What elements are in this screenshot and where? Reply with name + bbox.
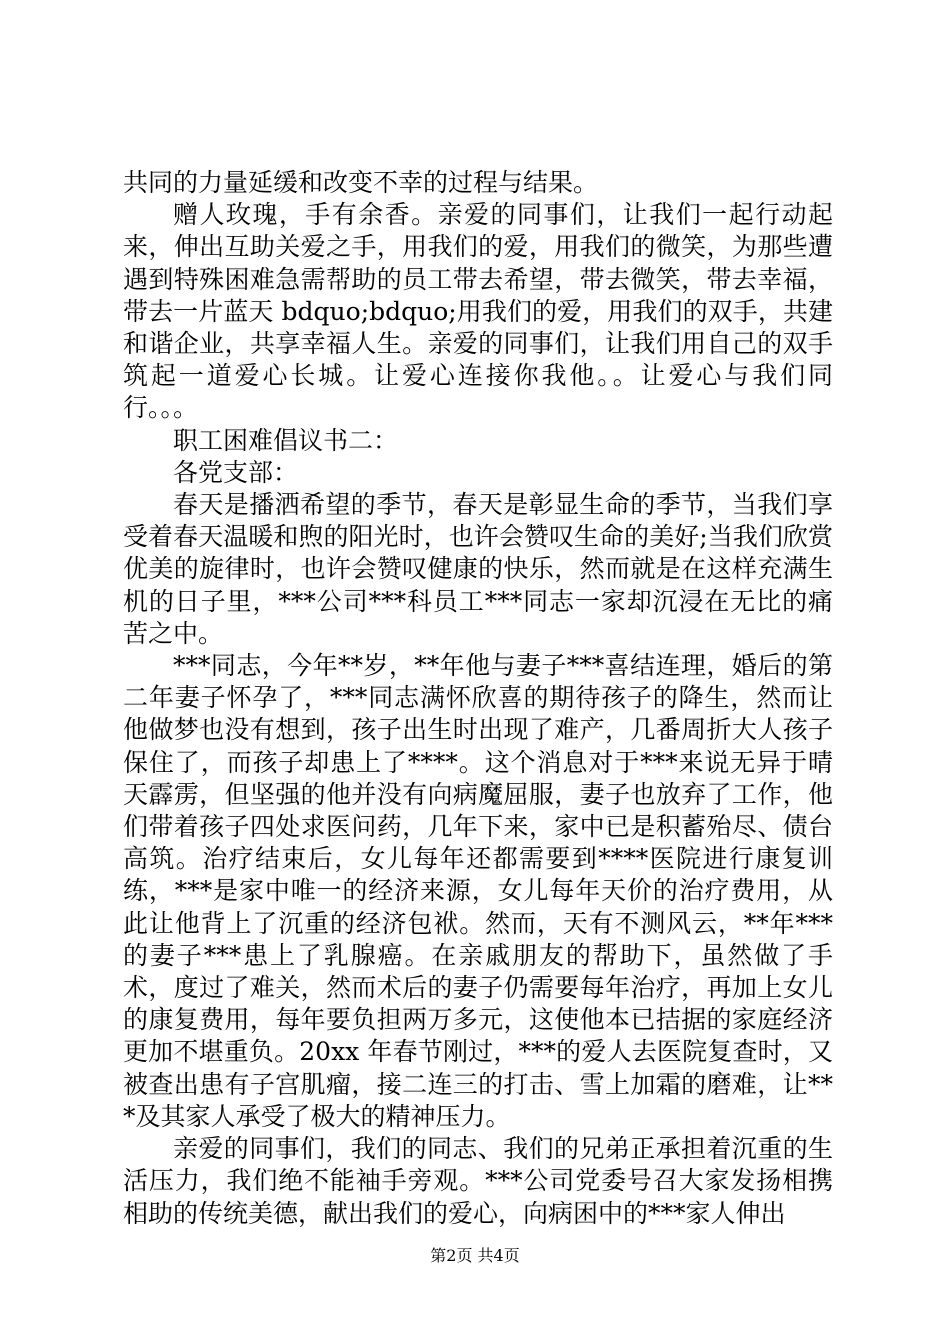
- document-body: [123, 167, 833, 1230]
- paragraph-6: ***同志，今年**岁，**年他与妻子***喜结连理，婚后的第二年妻子怀孕了，***同志满怀欣喜的期待孩子的降生，然而让他做梦也没有想到，孩子出生时出现了难产，几番周折大人孩子保住了，而孩子却患上了****。这个消息对于***来说无异于晴天霹雳，但坚强的他并没有向病魔屈服，妻子也放弃了工作，他们带着孩子四处求医问药，几年下来，家中已是积蓄殆尽、债台高筑。治疗结束后，女儿每年还都需要到****医院进行康复训练，***是家中唯一的经济来源，女儿每年天价的治疗费用，从此让他背上了沉重的经济包袱。然而，天有不测风云，**年***的妻子***患上了乳腺癌。在亲戚朋友的帮助下，虽然做了手术，度过了难关，然而术后的妻子仍需要每年治疗，再加上女儿的康复费用，每年要负担两万多元，这使他本已拮据的家庭经济更加不堪重负。20xx 年春节刚过，***的爱人去医院复查时，又被查出患有子宫肌瘤，接二连三的打击、雪上加霜的磨难，让***及其家人承受了极大的精神压力。: [123, 651, 833, 1131]
- paragraph-5: 春天是播洒希望的季节，春天是彰显生命的季节，当我们享受着春天温暖和煦的阳光时，也许会赞叹生命的美好;当我们欣赏优美的旋律时，也许会赞叹健康的快乐，然而就是在这样充满生机的日子里，***公司***科员工***同志一家却沉浸在无比的痛苦之中。: [123, 490, 833, 648]
- section-heading: 职工困难倡议书二：: [173, 425, 399, 455]
- paragraph-7: 亲爱的同事们，我们的同志、我们的兄弟正承担着沉重的生活压力，我们绝不能袖手旁观。***公司党委号召大家发扬相携相助的传统美德，献出我们的爱心，向病困中的***家人伸出: [123, 1134, 833, 1228]
- paragraph-2: 赠人玫瑰，手有余香。亲爱的同事们，让我们一起行动起来，伸出互助关爱之手，用我们的爱，用我们的微笑，为那些遭遇到特殊困难急需帮助的员工带去希望，带去微笑，带去幸福，带去一片蓝天 bdquo;bdquo;用我们的爱，用我们的双手，共建和谐企业，共享幸福人生。亲爱的同事们，让我们用自己的双手筑起一道爱心长城。让爱心连接你我他。。让爱心与我们同行。。。: [123, 200, 833, 423]
- salutation: 各党支部：: [173, 457, 299, 487]
- paragraph-1: 共同的力量延缓和改变不幸的过程与结果。: [123, 168, 599, 197]
- page-number-footer: 第2页 共4页: [430, 1246, 520, 1265]
